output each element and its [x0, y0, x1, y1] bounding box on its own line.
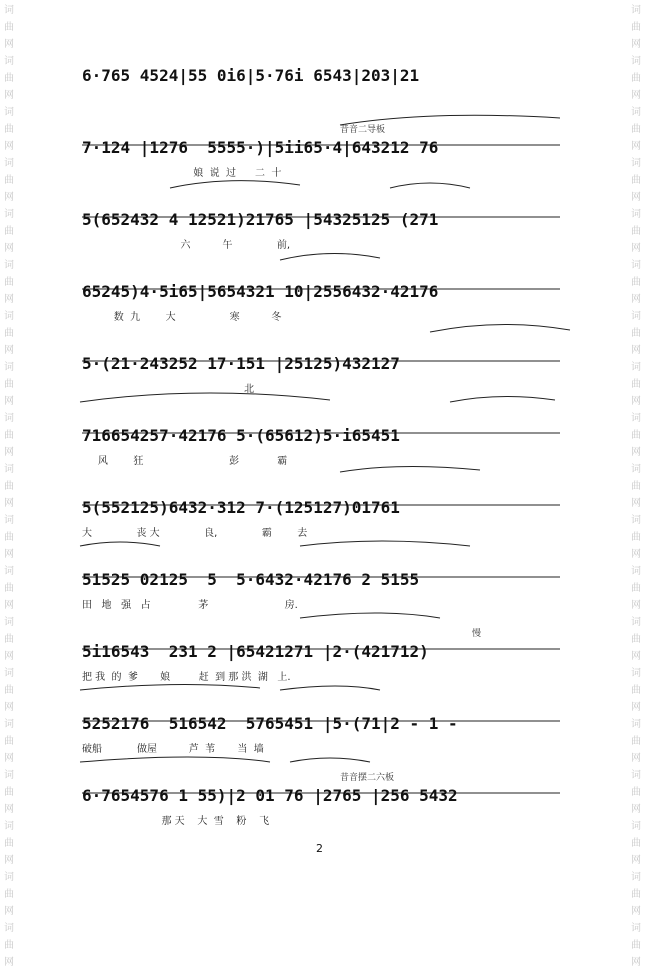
watermark-char: 曲	[631, 328, 641, 339]
watermark-char: 曲	[631, 583, 641, 594]
watermark-char: 词	[4, 821, 14, 832]
watermark-char: 词	[631, 872, 641, 883]
watermark-char: 曲	[631, 277, 641, 288]
watermark-char: 网	[4, 702, 14, 713]
jianpu-notes: 5252176 516542 5765451 |5·(71|2 - 1 -	[82, 714, 458, 733]
watermark-char: 曲	[4, 838, 14, 849]
watermark-char: 网	[4, 447, 14, 458]
watermark-char: 词	[631, 464, 641, 475]
lyrics-line: 北	[82, 384, 255, 395]
watermark-char: 网	[631, 804, 641, 815]
watermark-char: 词	[631, 209, 641, 220]
watermark-char: 网	[4, 243, 14, 254]
watermark-char: 词	[631, 56, 641, 67]
watermark-char: 曲	[631, 787, 641, 798]
watermark-char: 曲	[631, 226, 641, 237]
jianpu-notes: 6·765 4524|55 0i6|5·76i 6543|203|21	[82, 66, 420, 85]
lyrics-line: 娘 说 过 二 十	[82, 168, 282, 179]
watermark-char: 网	[4, 345, 14, 356]
watermark-char: 网	[631, 396, 641, 407]
watermark-char: 曲	[631, 22, 641, 33]
watermark-char: 曲	[631, 379, 641, 390]
watermark-char: 曲	[4, 736, 14, 747]
watermark-char: 网	[631, 651, 641, 662]
jianpu-notes: 5(552125)6432·312 7·(125127)01761	[82, 498, 400, 517]
watermark-char: 曲	[4, 787, 14, 798]
watermark-char: 网	[631, 498, 641, 509]
watermark-char: 网	[631, 753, 641, 764]
watermark-char: 曲	[4, 73, 14, 84]
watermark-char: 曲	[4, 328, 14, 339]
watermark-char: 曲	[631, 73, 641, 84]
watermark-char: 网	[4, 804, 14, 815]
watermark-char: 词	[631, 566, 641, 577]
watermark-char: 网	[631, 600, 641, 611]
watermark-char: 词	[4, 668, 14, 679]
watermark-char: 曲	[4, 940, 14, 951]
jianpu-notes: 5i16543 231 2 |65421271 |2·(421712)	[82, 642, 429, 661]
watermark-char: 词	[4, 311, 14, 322]
lyrics-line: 破船 做屋 芦 苇 当 墙	[82, 744, 264, 755]
watermark-char: 曲	[4, 277, 14, 288]
watermark-char: 曲	[4, 634, 14, 645]
watermark-char: 网	[631, 702, 641, 713]
watermark-char: 曲	[4, 226, 14, 237]
watermark-char: 网	[4, 39, 14, 50]
watermark-char: 网	[4, 549, 14, 560]
jianpu-notes: 5·(21·243252 17·151 |25125)432127	[82, 354, 400, 373]
watermark-char: 网	[4, 192, 14, 203]
watermark-char: 曲	[631, 889, 641, 900]
watermark-char: 词	[4, 464, 14, 475]
watermark-char: 词	[4, 107, 14, 118]
watermark-char: 词	[631, 413, 641, 424]
watermark-char: 词	[631, 362, 641, 373]
watermark-char: 词	[631, 770, 641, 781]
watermark-char: 曲	[631, 736, 641, 747]
watermark-char: 曲	[4, 583, 14, 594]
watermark-char: 词	[4, 56, 14, 67]
watermark-char: 网	[631, 447, 641, 458]
watermark-char: 网	[631, 345, 641, 356]
watermark-char: 词	[4, 923, 14, 934]
tempo-annotation: 慢	[472, 629, 482, 639]
watermark-char: 曲	[631, 685, 641, 696]
lyrics-line: 把 我 的 爹 娘 赶 到 那 洪 湖 上.	[82, 672, 291, 683]
watermark-char: 词	[631, 515, 641, 526]
lyrics-line: 大 丧 大 良, 霸 去	[82, 528, 308, 539]
watermark-char: 词	[4, 158, 14, 169]
watermark-char: 词	[4, 413, 14, 424]
watermark-char: 网	[631, 855, 641, 866]
watermark-char: 曲	[631, 940, 641, 951]
watermark-char: 词	[631, 821, 641, 832]
watermark-char: 曲	[4, 379, 14, 390]
watermark-char: 网	[631, 141, 641, 152]
watermark-char: 网	[631, 957, 641, 968]
watermark-char: 网	[631, 549, 641, 560]
watermark-char: 网	[4, 141, 14, 152]
jianpu-notes: 65245)4·5i65|5654321 10|2556432·42176	[82, 282, 439, 301]
watermark-char: 网	[631, 906, 641, 917]
page-number: 2	[316, 842, 323, 855]
watermark-char: 曲	[4, 532, 14, 543]
watermark-char: 词	[631, 260, 641, 271]
watermark-char: 网	[4, 396, 14, 407]
watermark-char: 曲	[631, 838, 641, 849]
watermark-char: 词	[631, 311, 641, 322]
watermark-char: 网	[631, 90, 641, 101]
tempo-annotation: 昔音摆二六板	[340, 773, 395, 783]
watermark-char: 词	[631, 719, 641, 730]
watermark-char: 词	[4, 566, 14, 577]
watermark-char: 词	[631, 107, 641, 118]
watermark-char: 网	[4, 90, 14, 101]
watermark-char: 网	[4, 294, 14, 305]
watermark-char: 网	[4, 957, 14, 968]
lyrics-line: 六 午 前,	[82, 240, 291, 251]
watermark-char: 词	[631, 5, 641, 16]
jianpu-notes: 51525 02125 5 5·6432·42176 2 5155	[82, 570, 420, 589]
jianpu-notes: 5(652432 4 12521)21765 |54325125 (271	[82, 210, 439, 229]
watermark-char: 词	[631, 158, 641, 169]
watermark-char: 网	[4, 600, 14, 611]
watermark-char: 网	[4, 906, 14, 917]
watermark-char: 词	[4, 362, 14, 373]
watermark-char: 曲	[631, 430, 641, 441]
lyrics-line: 那 天 大 雪 粉 飞	[82, 816, 270, 827]
watermark-char: 网	[4, 651, 14, 662]
jianpu-notes: 716654257·42176 5·(65612)5·i65451	[82, 426, 400, 445]
watermark-char: 曲	[4, 481, 14, 492]
watermark-char: 曲	[4, 430, 14, 441]
watermark-char: 词	[631, 923, 641, 934]
lyrics-line: 数 九 大 寒 冬	[82, 312, 282, 323]
lyrics-line: 风 狂 彭 霸	[82, 456, 288, 467]
watermark-char: 词	[4, 872, 14, 883]
jianpu-notes: 6·7654576 1 55)|2 01 76 |2765 |256 5432	[82, 786, 458, 805]
watermark-char: 网	[4, 753, 14, 764]
watermark-char: 曲	[4, 889, 14, 900]
watermark-char: 网	[631, 192, 641, 203]
watermark-char: 曲	[631, 532, 641, 543]
watermark-char: 词	[631, 668, 641, 679]
watermark-char: 曲	[4, 685, 14, 696]
watermark-char: 词	[4, 209, 14, 220]
watermark-char: 网	[4, 498, 14, 509]
watermark-char: 网	[631, 294, 641, 305]
watermark-char: 词	[4, 770, 14, 781]
watermark-char: 词	[4, 617, 14, 628]
watermark-char: 词	[631, 617, 641, 628]
watermark-char: 词	[4, 719, 14, 730]
tempo-annotation: 昔音二导板	[340, 125, 386, 135]
watermark-char: 曲	[4, 175, 14, 186]
watermark-char: 曲	[631, 175, 641, 186]
watermark-char: 曲	[631, 481, 641, 492]
watermark-char: 词	[4, 5, 14, 16]
watermark-char: 曲	[4, 124, 14, 135]
watermark-char: 词	[4, 260, 14, 271]
watermark-char: 词	[4, 515, 14, 526]
watermark-char: 曲	[4, 22, 14, 33]
watermark-char: 网	[631, 39, 641, 50]
jianpu-notes: 7·124 |1276 5555·)|5ii65·4|643212 76	[82, 138, 439, 157]
watermark-char: 曲	[631, 124, 641, 135]
watermark-char: 网	[631, 243, 641, 254]
watermark-char: 曲	[631, 634, 641, 645]
watermark-char: 网	[4, 855, 14, 866]
lyrics-line: 田 地 强 占 茅 房.	[82, 600, 298, 611]
